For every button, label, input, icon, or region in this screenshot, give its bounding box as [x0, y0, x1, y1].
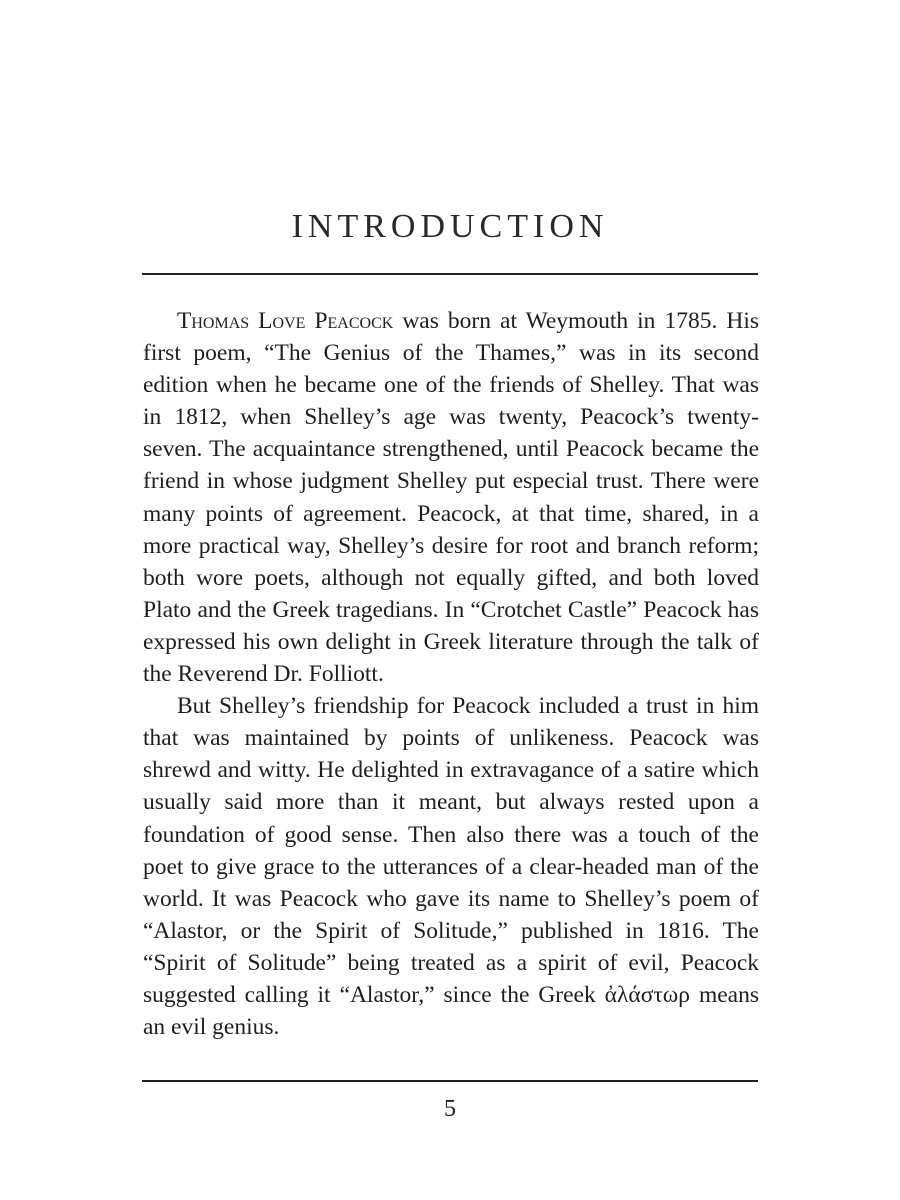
bottom-divider	[142, 1080, 758, 1082]
chapter-title: INTRODUCTION	[291, 208, 609, 245]
author-name-small-caps: Thomas Love Peacock	[177, 308, 394, 334]
top-divider	[142, 273, 758, 275]
paragraph-2: But Shelley’s friendship for Peacock included a trust in him that was maintained by points of unlikeness. Peacock was shrewd and witty. He delighted in extravagance of a satire which usually said more than it meant, but always rested upon a foundation of good sense. Then also there was a touch of the poet to give grace to the utterances of a clear-headed man of the world. It was Peacock who gave its name to Shelley’s poem of “Alastor, or the Spirit of Solitude,” published in 1816. The “Spirit of Solitude” being treated as a spirit of evil, Peacock suggested calling it “Alastor,” since the Greek ἀλάστωρ means an evil genius.	[143, 693, 759, 1041]
page-number: 5	[444, 1096, 456, 1122]
chapter-body	[143, 305, 759, 1043]
paragraph-1-text: was born at Weymouth in 1785. His first poem, “The Genius of the Thames,” was in its second edition when he became one of the friends of Shelley. That was in 1812, when Shelley’s age was twenty, Peacock’s twenty-seven. The acquaintance strengthened, until Peacock became the friend in whose judgment Shelley put especial trust. There were many points of agreement. Peacock, at that time, shared, in a more practical way, Shelley’s desire for root and branch reform; both wore poets, although not equally gifted, and both loved Plato and the Greek tragedians. In “Crotchet Castle” Peacock has expressed his own delight in Greek literature through the talk of the Reverend Dr. Folliott.	[143, 308, 759, 688]
paragraph-1	[143, 305, 759, 690]
